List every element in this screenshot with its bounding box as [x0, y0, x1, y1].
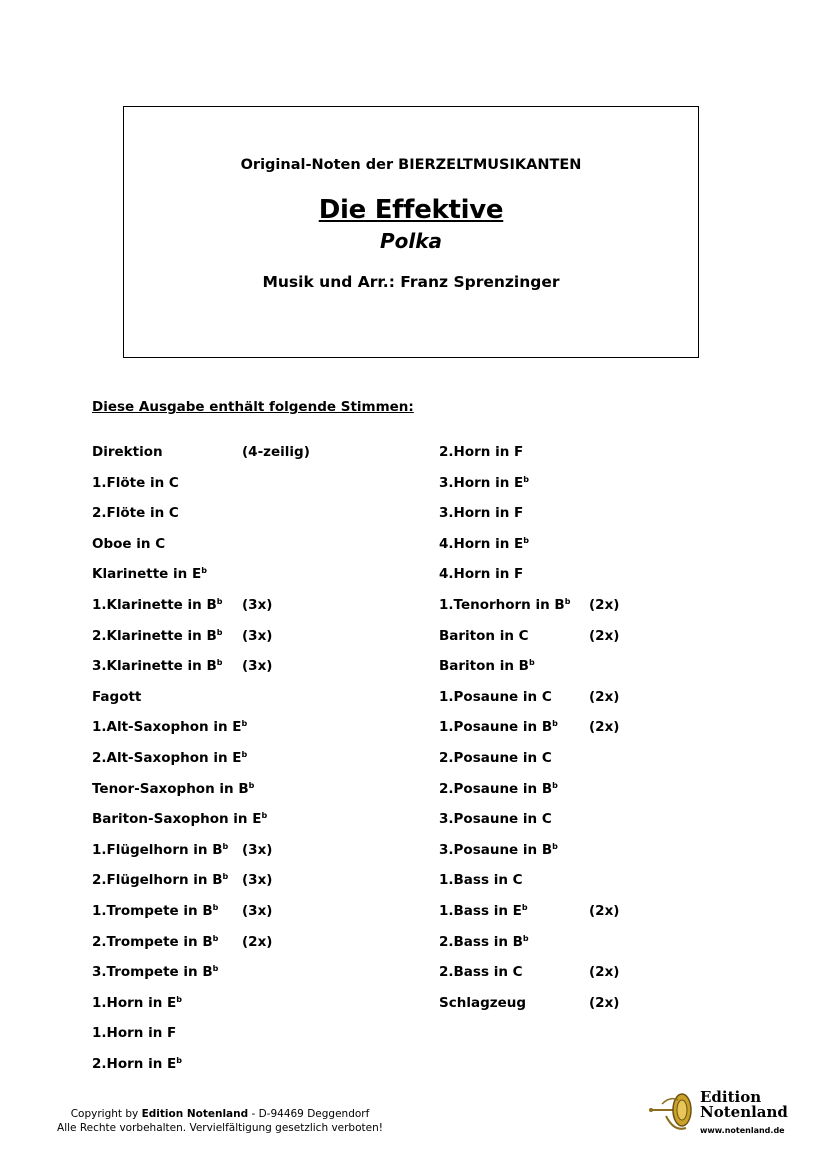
- part-count: (3x): [242, 627, 273, 644]
- part-name: [439, 993, 526, 1013]
- part-name: [439, 687, 552, 707]
- part-name: [92, 626, 223, 646]
- flat-sign: b: [176, 994, 182, 1004]
- part-row: [92, 1023, 352, 1043]
- flat-sign: b: [522, 933, 529, 943]
- part-row: [92, 626, 352, 646]
- part-name-text: 1.Horn in E: [92, 994, 177, 1011]
- part-name: [92, 1023, 176, 1043]
- part-name: [92, 993, 182, 1013]
- part-name: [92, 748, 247, 768]
- part-row: [439, 993, 699, 1013]
- part-row: [439, 870, 699, 890]
- part-name: [439, 503, 523, 523]
- publisher-line: Original-Noten der BIERZELTMUSIKANTEN: [240, 157, 582, 173]
- copyright-suffix: - D-94469 Deggendorf: [248, 1108, 370, 1120]
- part-count: (3x): [242, 597, 273, 613]
- part-name: [439, 717, 558, 737]
- part-name-text: 2.Posaune in C: [439, 750, 552, 766]
- part-name: [92, 473, 179, 493]
- copyright-line: [50, 1107, 390, 1121]
- part-row: [92, 962, 352, 982]
- part-name-text: 2.Horn in F: [439, 444, 524, 460]
- part-row: [92, 687, 352, 707]
- flat-sign: b: [222, 841, 229, 851]
- part-name-text: 3.Horn in E: [439, 474, 524, 491]
- flat-sign: b: [176, 1056, 182, 1065]
- flat-sign: b: [201, 566, 207, 576]
- part-name: [92, 840, 228, 860]
- part-row: [92, 473, 352, 493]
- part-name: [92, 1054, 182, 1074]
- part-name-text: 3.Trompete in B: [92, 964, 213, 981]
- part-name: [439, 809, 552, 829]
- piece-title: Die Effektive: [318, 195, 504, 225]
- part-row: [439, 932, 699, 952]
- part-row: [92, 717, 352, 737]
- part-count: (2x): [589, 627, 620, 644]
- flat-sign: b: [564, 597, 571, 606]
- part-row: [92, 932, 352, 952]
- part-name-text: 2.Flügelhorn in B: [92, 872, 223, 889]
- part-row: [439, 779, 699, 799]
- part-count: (3x): [242, 841, 273, 858]
- part-count: (2x): [589, 688, 620, 705]
- part-row: [439, 626, 699, 646]
- part-name: [439, 656, 535, 676]
- part-name-text: 2.Alt-Saxophon in E: [92, 750, 242, 766]
- part-name-text: 4.Horn in F: [439, 566, 524, 583]
- rights-line: Alle Rechte vorbehalten. Vervielfältigung gesetzlich verboten!: [57, 1122, 383, 1134]
- flat-sign: b: [241, 750, 248, 759]
- part-name-text: 3.Posaune in C: [439, 811, 552, 828]
- part-name: [439, 595, 570, 615]
- part-row: [92, 442, 352, 462]
- flat-sign: b: [521, 903, 528, 912]
- part-name: [439, 932, 529, 952]
- part-row: [439, 564, 699, 584]
- part-name-text: 1.Posaune in C: [439, 688, 552, 705]
- part-name: [92, 717, 247, 737]
- part-name-text: Tenor-Saxophon in B: [92, 780, 249, 797]
- part-name: [92, 901, 218, 921]
- part-count: (3x): [242, 658, 273, 675]
- copyright-notice: [50, 1107, 390, 1135]
- flat-sign: b: [212, 903, 219, 912]
- part-row: [439, 534, 699, 554]
- part-count: (4-zeilig): [242, 444, 310, 460]
- flat-sign: b: [216, 658, 223, 668]
- part-name: [92, 779, 254, 799]
- part-row: [92, 870, 352, 890]
- part-row: [92, 1054, 352, 1074]
- part-count: (2x): [242, 933, 273, 950]
- flat-sign: b: [216, 597, 223, 606]
- contents-heading: Diese Ausgabe enthält folgende Stimmen:: [92, 399, 414, 415]
- part-row: [439, 962, 699, 982]
- flat-sign: b: [241, 719, 248, 729]
- title-box: [123, 106, 699, 358]
- part-count: (3x): [242, 872, 273, 889]
- part-row: [439, 687, 699, 707]
- part-name-text: Direktion: [92, 444, 163, 460]
- flat-sign: b: [222, 872, 229, 882]
- part-row: [92, 993, 352, 1013]
- part-name: [439, 870, 523, 890]
- part-name: [92, 442, 163, 462]
- part-count: (3x): [242, 903, 273, 919]
- flat-sign: b: [248, 780, 255, 790]
- part-name-text: 1.Posaune in B: [439, 719, 553, 736]
- flat-sign: b: [216, 627, 223, 637]
- part-row: [439, 595, 699, 615]
- part-name-text: Bariton in B: [439, 658, 529, 675]
- part-name: [439, 626, 529, 646]
- flat-sign: b: [552, 780, 558, 790]
- part-name-text: 1.Flöte in C: [92, 474, 179, 491]
- part-row: [439, 748, 699, 768]
- part-row: [439, 901, 699, 921]
- edition-notenland-logo: [648, 1088, 788, 1140]
- part-name-text: 1.Horn in F: [92, 1025, 177, 1042]
- part-row: [439, 473, 699, 493]
- flat-sign: b: [523, 535, 529, 545]
- part-name-text: Klarinette in E: [92, 566, 202, 583]
- flat-sign: b: [552, 719, 558, 729]
- part-row: [439, 656, 699, 676]
- part-row: [92, 534, 352, 554]
- part-name: [439, 534, 529, 554]
- flat-sign: b: [528, 658, 535, 668]
- part-count: (2x): [589, 994, 620, 1011]
- part-name: [92, 687, 141, 707]
- part-name: [439, 564, 523, 584]
- part-name: [439, 748, 552, 768]
- part-name-text: 3.Posaune in B: [439, 841, 553, 858]
- part-name-text: 1.Flügelhorn in B: [92, 841, 223, 858]
- part-name-text: 2.Flöte in C: [92, 505, 179, 522]
- part-name: [439, 442, 523, 462]
- part-row: [92, 564, 352, 584]
- part-row: [92, 595, 352, 615]
- part-name-text: Oboe in C: [92, 535, 166, 552]
- part-name: [92, 595, 223, 615]
- part-name: [92, 656, 223, 676]
- part-name-text: 3.Klarinette in B: [92, 658, 217, 675]
- part-row: [92, 656, 352, 676]
- part-row: [92, 503, 352, 523]
- part-row: [439, 717, 699, 737]
- part-count: (2x): [589, 903, 620, 919]
- composer-credits: Musik und Arr.: Franz Sprenzinger: [262, 273, 560, 291]
- part-name: [92, 534, 165, 554]
- part-name: [439, 901, 528, 921]
- part-name-text: 2.Bass in B: [439, 933, 523, 950]
- part-name: [439, 840, 558, 860]
- copyright-publisher: Edition Notenland: [141, 1108, 249, 1120]
- horn-icon: [648, 1088, 698, 1138]
- part-name: [92, 564, 207, 584]
- part-count: (2x): [589, 719, 620, 736]
- part-name-text: 2.Trompete in B: [92, 933, 213, 950]
- flat-sign: b: [261, 811, 268, 821]
- part-name-text: Fagott: [92, 688, 142, 705]
- copyright-prefix: Copyright by: [70, 1108, 142, 1120]
- part-row: [92, 779, 352, 799]
- flat-sign: b: [212, 964, 219, 974]
- part-name-text: 1.Trompete in B: [92, 903, 213, 919]
- logo-text-edition: Edition: [700, 1088, 762, 1106]
- part-name: [92, 962, 218, 982]
- part-row: [439, 840, 699, 860]
- part-name: [439, 779, 558, 799]
- part-row: [92, 809, 352, 829]
- flat-sign: b: [212, 933, 219, 943]
- flat-sign: b: [523, 474, 529, 484]
- part-name-text: 1.Bass in C: [439, 872, 523, 889]
- part-row: [92, 840, 352, 860]
- flat-sign: b: [552, 841, 558, 851]
- part-count: (2x): [589, 597, 620, 613]
- part-name-text: 2.Klarinette in B: [92, 627, 217, 644]
- part-name-text: Bariton in C: [439, 627, 529, 644]
- part-name-text: 1.Tenorhorn in B: [439, 597, 565, 613]
- part-name: [92, 809, 267, 829]
- part-name-text: 1.Alt-Saxophon in E: [92, 719, 242, 736]
- part-name-text: 1.Klarinette in B: [92, 597, 217, 613]
- part-name: [92, 503, 179, 523]
- part-name-text: 2.Posaune in B: [439, 780, 553, 797]
- part-name: [92, 932, 218, 952]
- part-name-text: 2.Bass in C: [439, 964, 523, 981]
- part-name: [439, 962, 523, 982]
- part-name: [92, 870, 228, 890]
- part-row: [439, 503, 699, 523]
- part-name-text: 3.Horn in F: [439, 505, 524, 522]
- part-name: [439, 473, 529, 493]
- part-row: [92, 748, 352, 768]
- part-name-text: 2.Horn in E: [92, 1056, 177, 1072]
- part-name-text: Bariton-Saxophon in E: [92, 811, 262, 828]
- part-row: [439, 809, 699, 829]
- part-row: [92, 901, 352, 921]
- part-name-text: 1.Bass in E: [439, 903, 522, 919]
- part-count: (2x): [589, 964, 620, 981]
- logo-url: www.notenland.de: [700, 1126, 785, 1135]
- part-name-text: Schlagzeug: [439, 994, 527, 1011]
- part-row: [439, 442, 699, 462]
- part-name-text: 4.Horn in E: [439, 535, 524, 552]
- piece-subtitle: Polka: [379, 229, 443, 253]
- logo-text-notenland: Notenland: [700, 1103, 788, 1121]
